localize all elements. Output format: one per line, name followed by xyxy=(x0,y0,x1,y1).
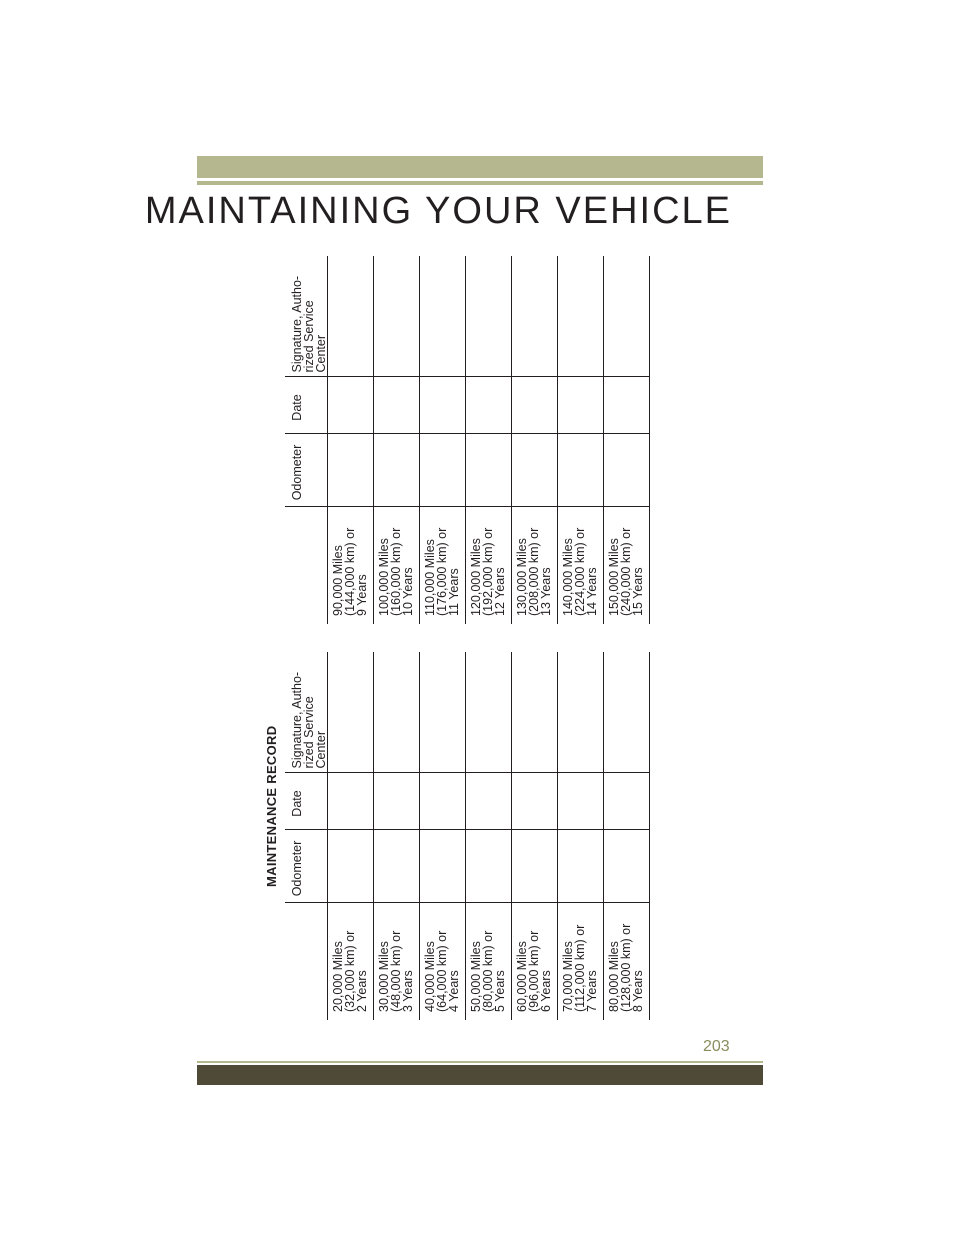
interval-km: (80,000 km) or xyxy=(481,930,495,1012)
header-interval xyxy=(285,903,328,1020)
interval-km: (160,000 km) or xyxy=(389,527,403,616)
interval-cell xyxy=(558,903,604,1020)
footer-rule xyxy=(197,1061,763,1063)
header-odometer: Odometer xyxy=(285,830,328,903)
odometer-cell[interactable] xyxy=(420,830,466,903)
interval-cell xyxy=(512,507,558,624)
interval-cell xyxy=(466,903,512,1020)
odometer-cell[interactable] xyxy=(420,434,466,507)
odometer-cell[interactable] xyxy=(558,830,604,903)
date-cell[interactable] xyxy=(466,773,512,830)
odometer-cell[interactable] xyxy=(512,434,558,507)
interval-miles: 80,000 Miles xyxy=(607,941,621,1012)
date-cell[interactable] xyxy=(558,773,604,830)
interval-km: (208,000 km) or xyxy=(527,527,541,616)
interval-km: (112,000 km) or xyxy=(573,924,587,1012)
interval-cell xyxy=(374,507,420,624)
odometer-cell[interactable] xyxy=(466,830,512,903)
date-cell[interactable] xyxy=(374,377,420,434)
table-row xyxy=(512,652,558,1020)
date-cell[interactable] xyxy=(420,773,466,830)
date-cell[interactable] xyxy=(512,377,558,434)
interval-miles: 60,000 Miles xyxy=(515,941,529,1012)
table-header-row xyxy=(285,256,328,624)
interval-miles: 50,000 Miles xyxy=(469,941,483,1012)
interval-miles: 110,000 Miles xyxy=(423,539,437,616)
table-header-row xyxy=(285,652,328,1020)
interval-cell xyxy=(420,903,466,1020)
date-cell[interactable] xyxy=(604,377,650,434)
table-row xyxy=(374,652,420,1020)
signature-cell[interactable] xyxy=(466,652,512,773)
interval-km: (224,000 km) or xyxy=(573,527,587,616)
interval-miles: 150,000 Miles xyxy=(607,538,621,616)
interval-km: (96,000 km) or xyxy=(527,930,541,1012)
interval-years: 2 Years xyxy=(355,970,369,1012)
interval-km: (32,000 km) or xyxy=(343,930,357,1012)
interval-years: 4 Years xyxy=(447,970,461,1012)
maintenance-record-table-1 xyxy=(285,652,650,1020)
interval-years: 9 Years xyxy=(355,574,369,616)
table-row xyxy=(512,256,558,624)
date-cell[interactable] xyxy=(512,773,558,830)
interval-km: (128,000 km) or xyxy=(619,923,633,1012)
signature-cell[interactable] xyxy=(374,652,420,773)
odometer-cell[interactable] xyxy=(374,830,420,903)
table-row xyxy=(420,256,466,624)
signature-cell[interactable] xyxy=(512,256,558,377)
signature-cell[interactable] xyxy=(420,256,466,377)
date-cell[interactable] xyxy=(374,773,420,830)
interval-cell xyxy=(558,507,604,624)
page-number: 203 xyxy=(703,1038,730,1055)
interval-years: 3 Years xyxy=(401,970,415,1012)
interval-miles: 20,000 Miles xyxy=(331,941,345,1012)
interval-cell xyxy=(604,903,650,1020)
interval-cell xyxy=(374,903,420,1020)
interval-cell xyxy=(466,507,512,624)
section-title: MAINTENANCE RECORD xyxy=(264,725,279,887)
interval-years: 14 Years xyxy=(585,567,599,616)
interval-years: 12 Years xyxy=(493,567,507,616)
header-band xyxy=(197,156,763,178)
signature-cell[interactable] xyxy=(374,256,420,377)
interval-years: 6 Years xyxy=(539,970,553,1012)
signature-cell[interactable] xyxy=(512,652,558,773)
signature-cell[interactable] xyxy=(604,256,650,377)
interval-cell xyxy=(328,903,374,1020)
header-signature: Signature, Autho-rized Service Center xyxy=(285,652,328,773)
interval-km: (176,000 km) or xyxy=(435,527,449,616)
table-row xyxy=(558,652,604,1020)
header-date: Date xyxy=(285,773,328,830)
odometer-cell[interactable] xyxy=(328,830,374,903)
table-row xyxy=(466,256,512,624)
odometer-cell[interactable] xyxy=(328,434,374,507)
maintenance-record-table-2 xyxy=(285,256,650,624)
table-row xyxy=(466,652,512,1020)
interval-km: (192,000 km) or xyxy=(481,527,495,616)
footer-band xyxy=(197,1065,763,1085)
odometer-cell[interactable] xyxy=(604,434,650,507)
interval-miles: 130,000 Miles xyxy=(515,538,529,616)
signature-cell[interactable] xyxy=(328,652,374,773)
interval-years: 7 Years xyxy=(585,970,599,1012)
signature-cell[interactable] xyxy=(558,652,604,773)
interval-years: 13 Years xyxy=(539,567,553,616)
interval-years: 5 Years xyxy=(493,970,507,1012)
interval-years: 15 Years xyxy=(631,567,645,616)
table-row xyxy=(604,256,650,624)
table-row xyxy=(420,652,466,1020)
odometer-cell[interactable] xyxy=(604,830,650,903)
signature-cell[interactable] xyxy=(328,256,374,377)
interval-miles: 120,000 Miles xyxy=(469,538,483,616)
table-row xyxy=(328,652,374,1020)
interval-miles: 40,000 Miles xyxy=(423,941,437,1012)
table-row xyxy=(374,256,420,624)
table-row xyxy=(328,256,374,624)
signature-cell[interactable] xyxy=(604,652,650,773)
signature-cell[interactable] xyxy=(420,652,466,773)
header-odometer: Odometer xyxy=(285,434,328,507)
odometer-cell[interactable] xyxy=(558,434,604,507)
signature-cell[interactable] xyxy=(558,256,604,377)
interval-miles: 30,000 Miles xyxy=(377,941,391,1012)
header-rule xyxy=(197,181,763,185)
interval-km: (64,000 km) or xyxy=(435,930,449,1012)
header-date: Date xyxy=(285,377,328,434)
interval-years: 8 Years xyxy=(631,970,645,1012)
interval-cell xyxy=(328,507,374,624)
interval-miles: 70,000 Miles xyxy=(561,941,575,1012)
date-cell[interactable] xyxy=(604,773,650,830)
table-row xyxy=(604,652,650,1020)
interval-miles: 90,000 Miles xyxy=(331,545,345,616)
interval-miles: 140,000 Miles xyxy=(561,538,575,616)
interval-km: (240,000 km) or xyxy=(619,527,633,616)
header-signature: Signature, Autho-rized Service Center xyxy=(285,256,328,377)
date-cell[interactable] xyxy=(420,377,466,434)
interval-cell xyxy=(420,507,466,624)
table-row xyxy=(558,256,604,624)
interval-km: (48,000 km) or xyxy=(389,930,403,1012)
date-cell[interactable] xyxy=(328,773,374,830)
interval-cell xyxy=(604,507,650,624)
interval-km: (144,000 km) or xyxy=(343,527,357,616)
date-cell[interactable] xyxy=(328,377,374,434)
date-cell[interactable] xyxy=(466,377,512,434)
header-interval xyxy=(285,507,328,624)
interval-years: 11 Years xyxy=(447,568,461,616)
odometer-cell[interactable] xyxy=(374,434,420,507)
odometer-cell[interactable] xyxy=(512,830,558,903)
date-cell[interactable] xyxy=(558,377,604,434)
interval-years: 10 Years xyxy=(401,567,415,616)
interval-cell xyxy=(512,903,558,1020)
signature-cell[interactable] xyxy=(466,256,512,377)
interval-miles: 100,000 Miles xyxy=(377,538,391,616)
chapter-title: MAINTAINING YOUR VEHICLE xyxy=(144,190,732,232)
odometer-cell[interactable] xyxy=(466,434,512,507)
